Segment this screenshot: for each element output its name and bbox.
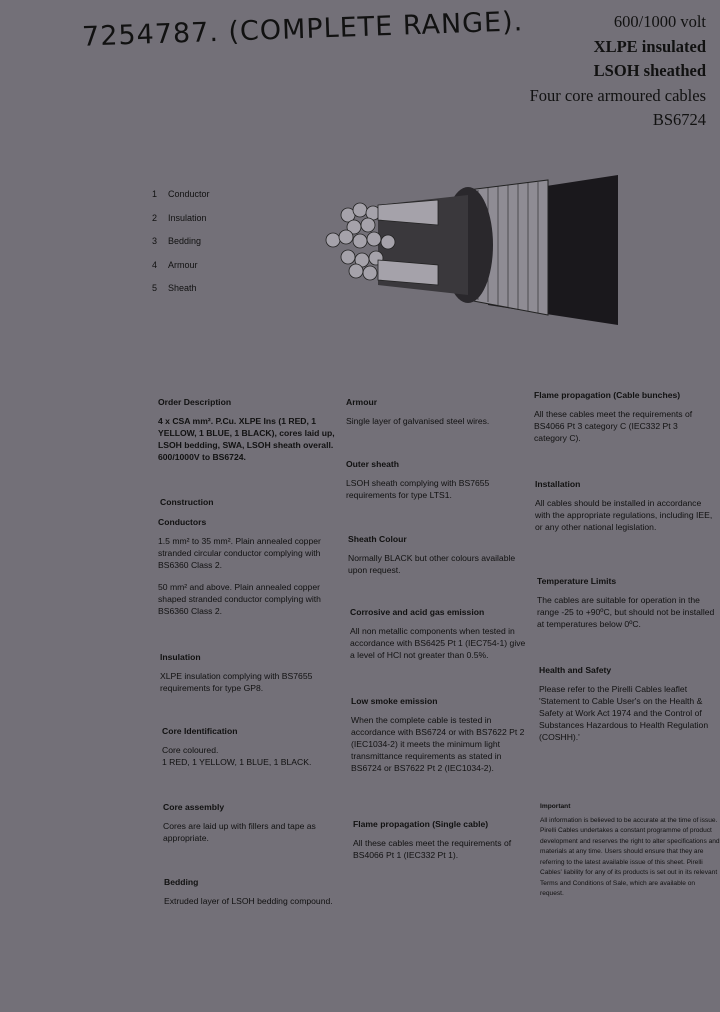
document-title [530, 10, 706, 133]
section-body: XLPE insulation complying with BS7655 requirements for type GP8. [160, 671, 313, 693]
section-body: 4 x CSA mm². P.Cu. XLPE Ins (1 RED, 1 YELLOW, 1 BLUE, 1 BLACK), cores laid up, LSOH bedding, SWA, LSOH sheath overall. [158, 416, 335, 450]
important-notice-section [540, 802, 720, 900]
legend-item: 3 Bedding [152, 236, 202, 246]
section-heading: Important [540, 803, 571, 810]
section-heading: Insulation [160, 652, 201, 662]
flame-single-section [353, 818, 531, 861]
handwritten-note: 7254787. (COMPLETE RANGE). [81, 6, 524, 53]
conductors-section [158, 516, 336, 617]
title-line: XLPE insulated [593, 36, 706, 56]
section-body: All information is believed to be accurate at the time of issue. Pirelli Cables undertakes a constant programme of product development and reserves the right to alter specifications and materials at any time. Users should ensure that they are referring to the latest available issue of this sheet. Pirelli Cables' liability for any of its products is set out in its relevant Terms and Conditions of Sale, which are available on request. [540, 816, 720, 897]
section-heading: Armour [346, 397, 378, 407]
section-heading: Outer sheath [346, 459, 400, 469]
sheath-colour-section [348, 533, 526, 576]
legend-item: 2 Insulation [152, 212, 207, 223]
order-description-section [158, 396, 336, 463]
section-body: All these cables meet the requirements of BS4066 Pt 1 (IEC332 Pt 1). [353, 838, 512, 860]
section-body: 1.5 mm² to 35 mm². Plain annealed copper stranded circular conductor complying with BS6360 Class 2. [158, 536, 321, 570]
legend-item: 5 Sheath [152, 283, 197, 293]
section-heading: Health and Safety [539, 665, 612, 675]
cable-cross-section-illustration [318, 165, 618, 335]
health-safety-section [539, 664, 717, 743]
section-heading: Core assembly [163, 802, 225, 812]
title-line: BS6724 [652, 110, 706, 129]
section-body: 1 RED, 1 YELLOW, 1 BLUE, 1 BLACK. [162, 757, 312, 767]
section-body: Normally BLACK but other colours available upon request. [348, 553, 516, 575]
title-line: LSOH sheathed [593, 61, 706, 80]
section-body: All non metallic components when tested in accordance with BS6425 Pt 1 (IEC754-1) give a level of HCl not greater than 0.5%. [350, 626, 526, 660]
section-body: All these cables meet the requirements of BS4066 Pt 3 category C (IEC332 Pt 3 category C). [534, 409, 693, 443]
legend-item: 4 Armour [152, 259, 198, 270]
installation-section [535, 478, 713, 533]
section-heading: Bedding [164, 877, 199, 887]
section-body: 600/1000V to BS6724. [158, 452, 246, 462]
section-body: Cores are laid up with fillers and tape as appropriate. [163, 821, 316, 843]
component-legend [152, 183, 210, 301]
section-heading: Flame propagation (Cable bunches) [534, 390, 681, 400]
section-heading: Corrosive and acid gas emission [350, 607, 485, 617]
section-body: When the complete cable is tested in accordance with BS6724 or with BS7622 Pt 2 (IEC1034-2) it meets the minimum light transmittance requirements as stated in BS6724 or BS7622 Pt 2 (IEC1034-2). [351, 715, 525, 773]
section-heading: Low smoke emission [351, 696, 438, 706]
section-body: LSOH sheath complying with BS7655 requirements for type LTS1. [346, 478, 490, 500]
section-heading: Order Description [158, 397, 232, 407]
core-identification-section [162, 725, 340, 768]
section-heading: Construction [160, 497, 214, 507]
title-line: 600/1000 volt [613, 12, 706, 31]
section-heading: Conductors [158, 517, 207, 527]
section-body: Core coloured. [162, 745, 219, 755]
section-heading: Installation [535, 479, 581, 489]
section-body: The cables are suitable for operation in the range -25 to +90ºC, but should not be installed at temperatures below 0ºC. [537, 595, 715, 629]
section-body: Please refer to the Pirelli Cables leaflet 'Statement to Cable User's on the Health & Safety at Work Act 1974 and the Control of Substances Hazardous to Health Regulation (COSHH).' [539, 684, 709, 742]
section-heading: Temperature Limits [537, 576, 617, 586]
armour-section [346, 396, 524, 427]
section-body: All cables should be installed in accordance with the appropriate regulations, including IEE, or any other national legislation. [535, 498, 713, 532]
temperature-limits-section [537, 575, 715, 630]
legend-item: 1 Conductor [152, 189, 210, 199]
bedding-section [164, 876, 342, 907]
section-heading: Core Identification [162, 726, 238, 736]
section-body: Single layer of galvanised steel wires. [346, 416, 490, 426]
outer-sheath-section [346, 458, 524, 501]
section-body: Extruded layer of LSOH bedding compound. [164, 896, 333, 906]
section-heading: Flame propagation (Single cable) [353, 819, 489, 829]
low-smoke-section [351, 695, 529, 774]
core-assembly-section [163, 801, 341, 844]
flame-bunches-section [534, 389, 712, 444]
construction-heading-section [160, 496, 338, 515]
insulation-section [160, 651, 338, 694]
section-body: 50 mm² and above. Plain annealed copper shaped stranded conductor complying with BS6360 Class 2. [158, 582, 321, 616]
title-line: Four core armoured cables [529, 85, 706, 105]
corrosive-gas-section [350, 606, 528, 661]
section-heading: Sheath Colour [348, 534, 407, 544]
